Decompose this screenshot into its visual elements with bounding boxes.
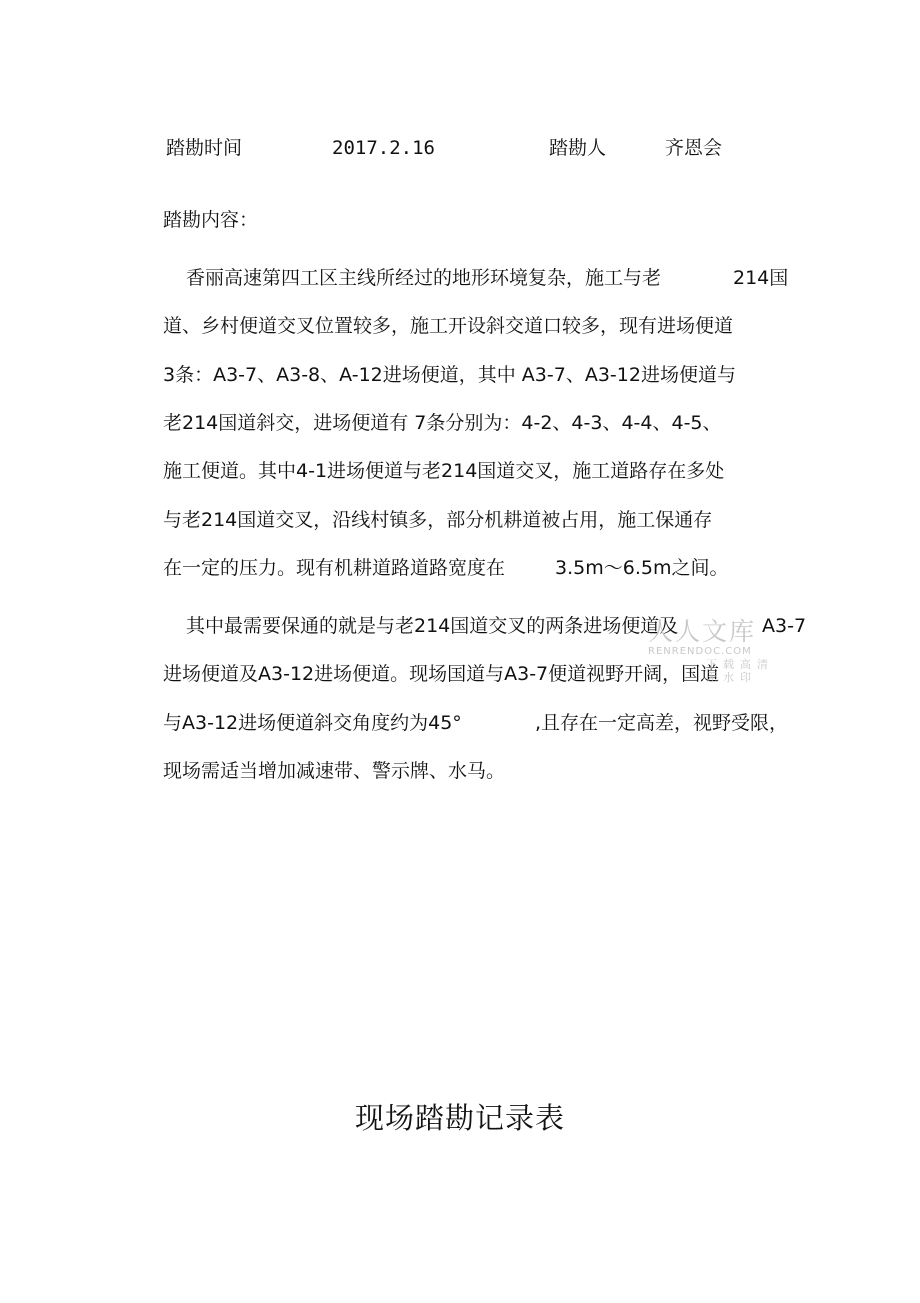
paragraph-line: 进场便道及A3-12进场便道。现场国道与A3-7便道视野开阔，国道: [163, 663, 720, 685]
paragraph-line: 道、乡村便道交叉位置较多，施工开设斜交道口较多，现有进场便道: [163, 315, 734, 337]
watermark-tag: 下载高清无水印: [706, 658, 774, 684]
survey-time-value: 2017.2.16: [332, 137, 435, 159]
paragraph-line: 现场需适当增加减速带、警示牌、水马。: [163, 760, 506, 782]
paragraph-line: 在一定的压力。现有机耕道路道路宽度在: [163, 557, 506, 579]
survey-time-label: 踏勘时间: [166, 137, 243, 159]
paragraph-line: 3.5m～6.5m之间。: [555, 557, 729, 579]
watermark-logo: 人人文库: [648, 617, 757, 646]
paragraph-line: 其中最需要保通的就是与老214国道交叉的两条进场便道及: [186, 615, 679, 637]
paragraph-line: 214国: [733, 267, 789, 289]
paragraph-line: A3-7: [762, 615, 807, 637]
surveyor-label: 踏勘人: [549, 137, 607, 159]
paragraph-line: 施工便道。其中4-1进场便道与老214国道交叉，施工道路存在多处: [163, 460, 725, 482]
paragraph-line: 与老214国道交叉，沿线村镇多，部分机耕道被占用，施工保通存: [163, 509, 713, 531]
paragraph-line: 老214国道斜交，进场便道有 7条分别为：4-2、4-3、4-4、4-5、: [163, 412, 722, 434]
paragraph-line: 香丽高速第四工区主线所经过的地形环境复杂，施工与老: [186, 267, 662, 289]
content-label: 踏勘内容：: [163, 209, 259, 231]
watermark-url: RENRENDOC.COM: [648, 646, 752, 657]
page-title: 现场踏勘记录表: [354, 1101, 565, 1135]
paragraph-line: 与A3-12进场便道斜交角度约为45°: [163, 712, 462, 734]
paragraph-line: 3条：A3-7、A3-8、A-12进场便道，其中 A3-7、A3-12进场便道与: [163, 364, 736, 386]
surveyor-value: 齐恩会: [665, 137, 723, 159]
paragraph-line: ,且存在一定高差，视野受限，: [535, 712, 789, 734]
